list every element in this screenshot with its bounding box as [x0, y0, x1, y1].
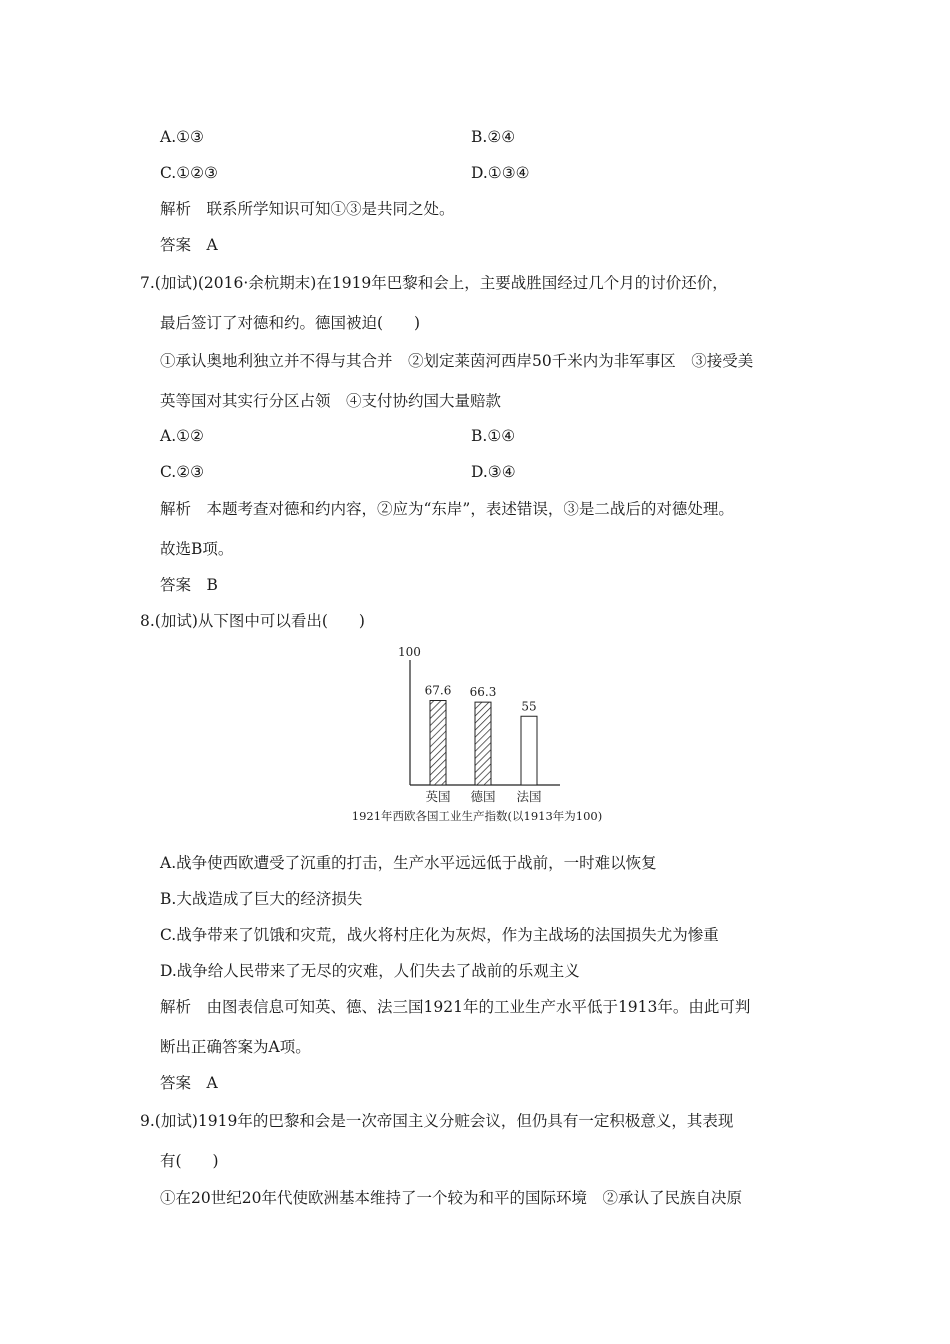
- q8-stem: 8.(加试)从下图中可以看出( ): [140, 612, 365, 630]
- q9-stem-line2: 有( ): [160, 1152, 219, 1170]
- bar-value-label-3: 55: [521, 699, 537, 714]
- q6-option-d: D.①③④: [471, 164, 530, 182]
- q8-option-b: B.大战造成了巨大的经济损失: [160, 890, 363, 908]
- q7-items-line1: ①承认奥地利独立并不得与其合并 ②划定莱茵河西岸50千米内为非军事区 ③接受美: [160, 352, 754, 370]
- bar-value-label-2: 66.3: [469, 685, 497, 700]
- q7-option-b: B.①④: [471, 427, 516, 445]
- category-label-3: 法国: [516, 789, 542, 804]
- q7-analysis-line1: 解析 本题考查对德和约内容，②应为“东岸”，表述错误，③是二战后的对德处理。: [160, 500, 734, 518]
- q8-analysis-line1: 解析 由图表信息可知英、德、法三国1921年的工业生产水平低于1913年。由此可判: [160, 998, 751, 1016]
- q7-option-d: D.③④: [471, 463, 516, 481]
- q8-option-d: D.战争给人民带来了无尽的灾难，人们失去了战前的乐观主义: [160, 962, 580, 980]
- q6-option-c: C.①②③: [160, 164, 218, 182]
- bar-1: [430, 701, 446, 786]
- q7-analysis-line2: 故选B项。: [160, 540, 234, 558]
- q7-stem-line2: 最后签订了对德和约。德国被迫( ): [160, 314, 421, 332]
- q7-stem-line1: 7.(加试)(2016·余杭期末)在1919年巴黎和会上，主要战胜国经过几个月的讨价还价，: [140, 274, 728, 292]
- q9-stem-line1: 9.(加试)1919年的巴黎和会是一次帝国主义分赃会议，但仍具有一定积极意义，其表现: [140, 1112, 734, 1130]
- q8-analysis-line2: 断出正确答案为A项。: [160, 1038, 311, 1056]
- q6-option-b: B.②④: [471, 128, 516, 146]
- chart-svg: [351, 640, 625, 830]
- industrial-index-chart: [351, 640, 625, 830]
- category-label-1: 英国: [425, 789, 451, 804]
- q7-option-a: A.①②: [160, 427, 204, 445]
- q7-option-c: C.②③: [160, 463, 205, 481]
- q8-option-a: A.战争使西欧遭受了沉重的打击，生产水平远远低于战前，一时难以恢复: [160, 854, 657, 872]
- q7-answer: 答案 B: [160, 576, 218, 594]
- q8-answer: 答案 A: [160, 1074, 218, 1092]
- bar-3: [521, 716, 537, 785]
- q8-option-c: C.战争带来了饥饿和灾荒，战火将村庄化为灰烬，作为主战场的法国损失尤为惨重: [160, 926, 719, 944]
- q6-analysis: 解析 联系所学知识可知①③是共同之处。: [160, 200, 455, 218]
- q6-answer: 答案 A: [160, 236, 218, 254]
- bar-value-label-1: 67.6: [424, 683, 452, 698]
- q7-items-line2: 英等国对其实行分区占领 ④支付协约国大量赔款: [160, 392, 502, 410]
- q6-option-a: A.①③: [160, 128, 204, 146]
- category-label-2: 德国: [470, 789, 496, 804]
- q9-items-line1: ①在20世纪20年代使欧洲基本维持了一个较为和平的国际环境 ②承认了民族自决原: [160, 1189, 742, 1207]
- bar-2: [475, 702, 491, 785]
- y-tick-label: 100: [398, 645, 421, 659]
- chart-title: 1921年西欧各国工业生产指数(以1913年为100): [351, 809, 603, 823]
